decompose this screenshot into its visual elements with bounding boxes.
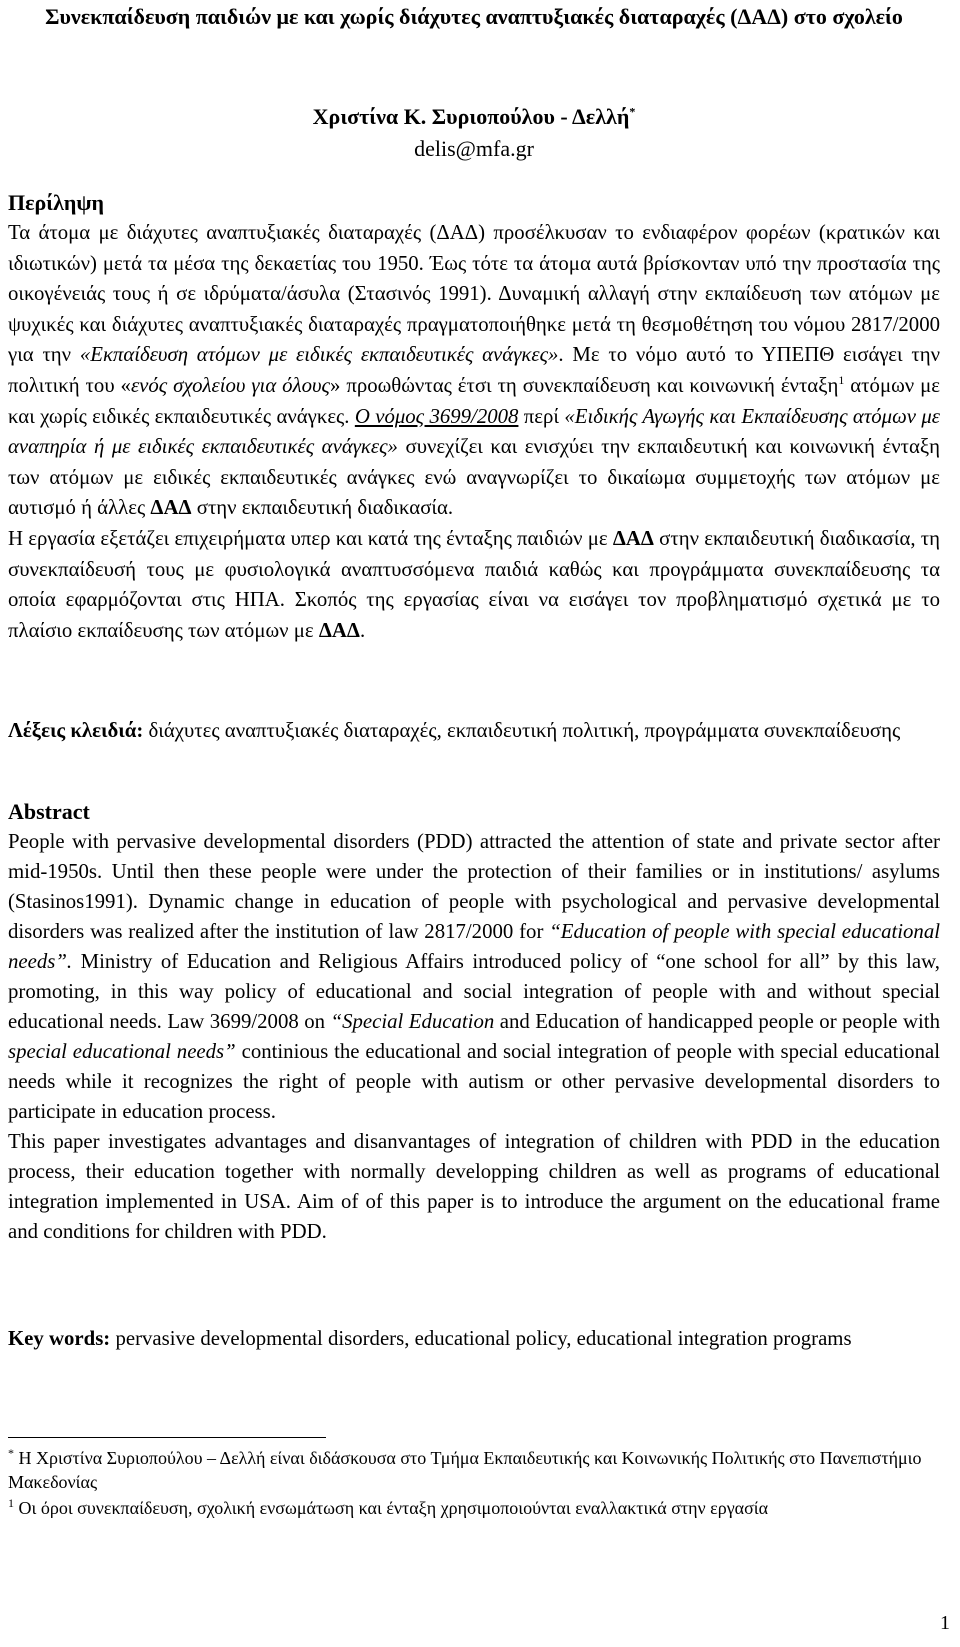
english-keywords-label: Key words: bbox=[8, 1327, 111, 1350]
greek-abstract-heading: Περίληψη bbox=[8, 190, 105, 215]
author-name bbox=[8, 102, 940, 132]
greek-keywords-label: Λέξεις κλειδιά: bbox=[8, 719, 144, 742]
greek-abstract-paragraph-2: Η εργασία εξετάζει επιχειρήματα υπερ και κατά της ένταξης παιδιών με ΔΑΔ στην εκπαιδευτική διαδικασία, τη συνεκπαίδευσή τους με φυσιολογικά αναπτυσσόμενα παιδιά καθώς και προγράμματα συνεκπαίδευσης τα οποία εφαρμόζονται στις ΗΠΑ. Σκοπός της εργασίας είναι να εισάγει τον προβληματισμό σχετικά με το πλαίσιο εκπαίδευσης των ατόμων με ΔΑΔ. bbox=[8, 526, 940, 642]
english-abstract-heading: Abstract bbox=[8, 799, 90, 824]
greek-keywords bbox=[8, 716, 940, 747]
author-name-text: Χριστίνα Κ. Συριοπούλου - Δελλή bbox=[312, 104, 630, 129]
paper-title: Συνεκπαίδευση παιδιών με και χωρίς διάχυτες αναπτυξιακές διαταραχές (ΔΑΔ) στο σχολείο bbox=[45, 4, 903, 29]
greek-keywords-text: διάχυτες αναπτυξιακές διαταραχές, εκπαιδευτική πολιτική, προγράμματα συνεκπαίδευσης bbox=[143, 719, 901, 742]
english-keywords-text: pervasive developmental disorders, educational policy, educational integration programs bbox=[110, 1327, 852, 1350]
english-keywords bbox=[8, 1324, 940, 1354]
footnote-ref-1: 1 bbox=[838, 373, 845, 388]
footnotes bbox=[8, 1446, 940, 1520]
author-email: delis@mfa.gr bbox=[414, 136, 534, 161]
page-number: 1 bbox=[940, 1612, 950, 1634]
greek-abstract-paragraph-1: Τα άτομα με διάχυτες αναπτυξιακές διαταραχές (ΔΑΔ) προσέλκυσαν το ενδιαφέρον φορέων (κρατικών και ιδιωτικών) μετά τα μέσα της δεκαετίας του 1950. Έως τότε τα άτομα αυτά βρίσκονταν υπό την προστασία της οικογένειάς τους ή σε ιδρύματα/άσυλα (Στασινός 1991). Δυναμική αλλαγή στην εκπαίδευση των ατόμων με ψυχικές και διάχυτες αναπτυξιακές διαταραχές πραγματοποιήθηκε μετά τη θεσμοθέτηση του νόμου 2817/2000 για την «Εκπαίδευση ατόμων με ειδικές εκπαιδευτικές ανάγκες». Με το νόμο αυτό το ΥΠΕΠΘ εισάγει την πολιτική του «ενός σχολείου για όλους» προωθώντας έτσι τη συνεκπαίδευση και κοινωνική ένταξη$^1$ ατόμων με και χωρίς ειδικές εκπαιδευτικές ανάγκες. Ο νόμος 3699/2008 περί «Ειδικής Αγωγής και Εκπαίδευσης ατόμων με αναπηρία ή με ειδικές εκπαιδευτικές ανάγκες» συνεχίζει και ενισχύει την εκπαιδευτική και κοινωνική ένταξη των ατόμων με ειδικές εκπαιδευτικές ανάγκες ενώ αναγνωρίζει το δικαίωμα συμμετοχής των ατόμων με αυτισμό ή άλλες ΔΑΔ στην εκπαιδευτική διαδικασία. bbox=[8, 221, 941, 520]
english-abstract-section bbox=[8, 797, 940, 1247]
footnote-separator bbox=[8, 1437, 326, 1438]
english-abstract-paragraph-2: This paper investigates advantages and disanvantages of integration of children with PDD in the education process, their education together with normally developping children as well as programs of educational integration implemented in USA. Aim of of this paper is to introduce the argument on the educational frame and conditions for children with PDD. bbox=[8, 1130, 940, 1243]
author-footnote-mark: * bbox=[629, 104, 636, 119]
footnote-author: * Η Χριστίνα Συριοπούλου – Δελλή είναι διδάσκουσα στο Τμήμα Εκπαιδευτικής και Κοινωνικής Πολιτικής στο Πανεπιστήμιο Μακεδονίας bbox=[8, 1446, 922, 1492]
greek-abstract-section bbox=[8, 188, 940, 646]
footnote-1: $^1$ Οι όροι συνεκπαίδευση, σχολική ενσωμάτωση και ένταξη χρησιμοποιούνται εναλλακτικά στην εργασία bbox=[8, 1496, 769, 1518]
english-abstract-paragraph-1: People with pervasive developmental disorders (PDD) attracted the attention of state and private sector after mid-1950s. Until then these people were under the protection of their families or in institutions/ asylums (Stasinos1991). Dynamic change in education of people with psychological and pervasive developmental disorders was realized after the institution of law 2817/2000 for “Education of people with special educational needs”. Ministry of Education and Religious Affairs introduced policy of “one school for all” by this law, promoting, in this way policy of educational and social integration of people with and without special educational needs. Law 3699/2008 on “Special Education and Education of handicapped people or people with special educational needs” continious the educational and social integration of people with special educational needs while it recognizes the right of people with autism or other pervasive developmental disorders to participate in education process. bbox=[8, 830, 940, 1123]
